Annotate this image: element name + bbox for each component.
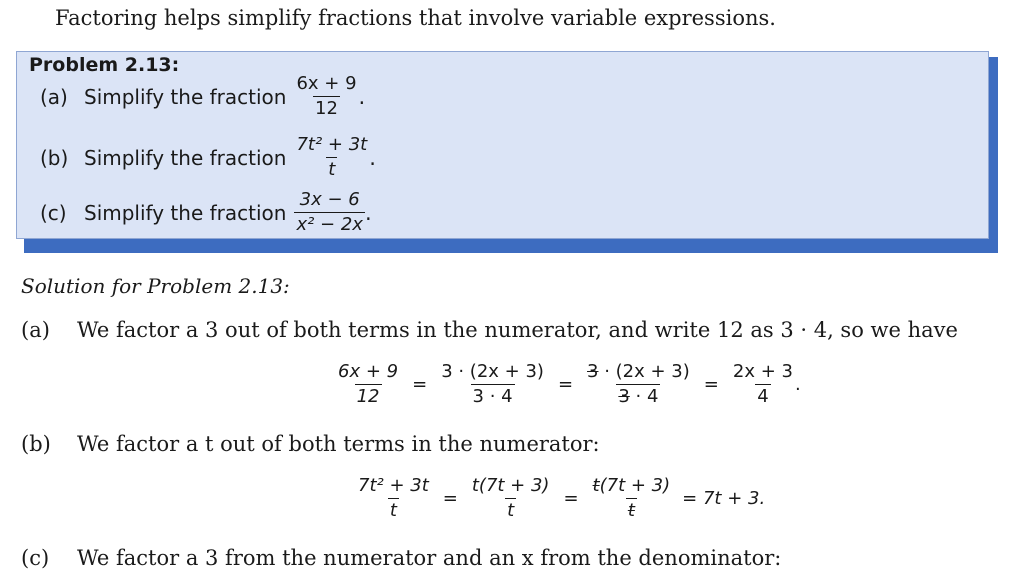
intro-text: Factoring helps simplify fractions that involve variable expressions. [55, 6, 776, 30]
problem-part-c [40, 188, 372, 237]
result: = 7t + 3. [682, 488, 766, 509]
solution-part-b [21, 432, 600, 456]
problem-title: Problem 2.13: [29, 54, 180, 76]
denominator: t [328, 159, 336, 180]
part-text: Simplify the fraction [84, 200, 287, 225]
problem-part-a [40, 72, 365, 121]
denominator: 12 [356, 386, 380, 407]
numerator: t(7t + 3) [471, 475, 550, 496]
period: . [369, 145, 376, 170]
equals-sign: = [563, 488, 579, 509]
denominator: t [507, 500, 515, 521]
equals-sign: = [442, 488, 458, 509]
cancelled-factor: t [592, 475, 600, 496]
period: . [358, 84, 366, 109]
numerator-rest: · (2x + 3) [598, 361, 690, 382]
part-label: (a) [40, 84, 68, 109]
numerator [591, 474, 673, 498]
part-label: (b) [21, 432, 51, 456]
solution-title: Solution for Problem 2.13: [21, 274, 290, 298]
part-label: (c) [21, 546, 50, 570]
part-text: We factor a 3 out of both terms in the numerator, and write 12 as 3 · 4, so we have [77, 318, 958, 342]
denominator-rest: · 4 [629, 386, 659, 407]
part-text: We factor a 3 from the numerator and an x from the denominator: [77, 546, 782, 570]
fraction [591, 474, 673, 523]
denominator: 4 [757, 386, 769, 407]
fraction [585, 360, 692, 409]
equation-b [356, 474, 765, 523]
denominator [616, 384, 660, 409]
equals-sign: = [412, 374, 428, 395]
period: . [794, 374, 801, 395]
fraction [294, 188, 365, 237]
numerator-rest: (7t + 3) [599, 475, 671, 496]
denominator: x² − 2x [296, 214, 363, 235]
fraction [336, 360, 400, 409]
equals-sign: = [703, 374, 719, 395]
numerator: 7t² + 3t [358, 475, 429, 496]
fraction [294, 133, 369, 182]
cancelled-factor: t [627, 500, 635, 521]
numerator: 2x + 3 [732, 361, 793, 382]
equation-a [336, 360, 801, 409]
part-label: (a) [21, 318, 50, 342]
denominator: 12 [315, 98, 338, 119]
fraction [294, 72, 358, 121]
problem-box-shadow [989, 57, 998, 253]
numerator: 6x + 9 [296, 73, 357, 94]
solution-part-c [21, 546, 781, 570]
solution-part-a [21, 318, 958, 342]
period: . [364, 200, 372, 225]
numerator: 6x + 9 [338, 361, 399, 382]
part-label: (b) [40, 145, 69, 170]
part-label: (c) [40, 200, 67, 225]
numerator [585, 360, 692, 384]
numerator: 7t² + 3t [296, 134, 368, 155]
part-text: Simplify the fraction [84, 145, 287, 170]
part-text: We factor a t out of both terms in the numerator: [77, 432, 600, 456]
numerator: 3x − 6 [299, 189, 360, 210]
fraction [356, 474, 431, 523]
problem-box-shadow [24, 239, 998, 253]
denominator: 3 · 4 [472, 386, 513, 407]
denominator: t [389, 500, 397, 521]
equals-sign: = [557, 374, 574, 395]
fraction [439, 360, 546, 409]
fraction [470, 474, 552, 523]
fraction [731, 360, 795, 409]
cancelled-factor: 3 [587, 361, 599, 382]
denominator [626, 498, 637, 523]
part-text: Simplify the fraction [84, 84, 287, 109]
numerator: 3 · (2x + 3) [441, 361, 544, 382]
problem-part-b [40, 133, 376, 182]
cancelled-factor: 3 [618, 386, 630, 407]
